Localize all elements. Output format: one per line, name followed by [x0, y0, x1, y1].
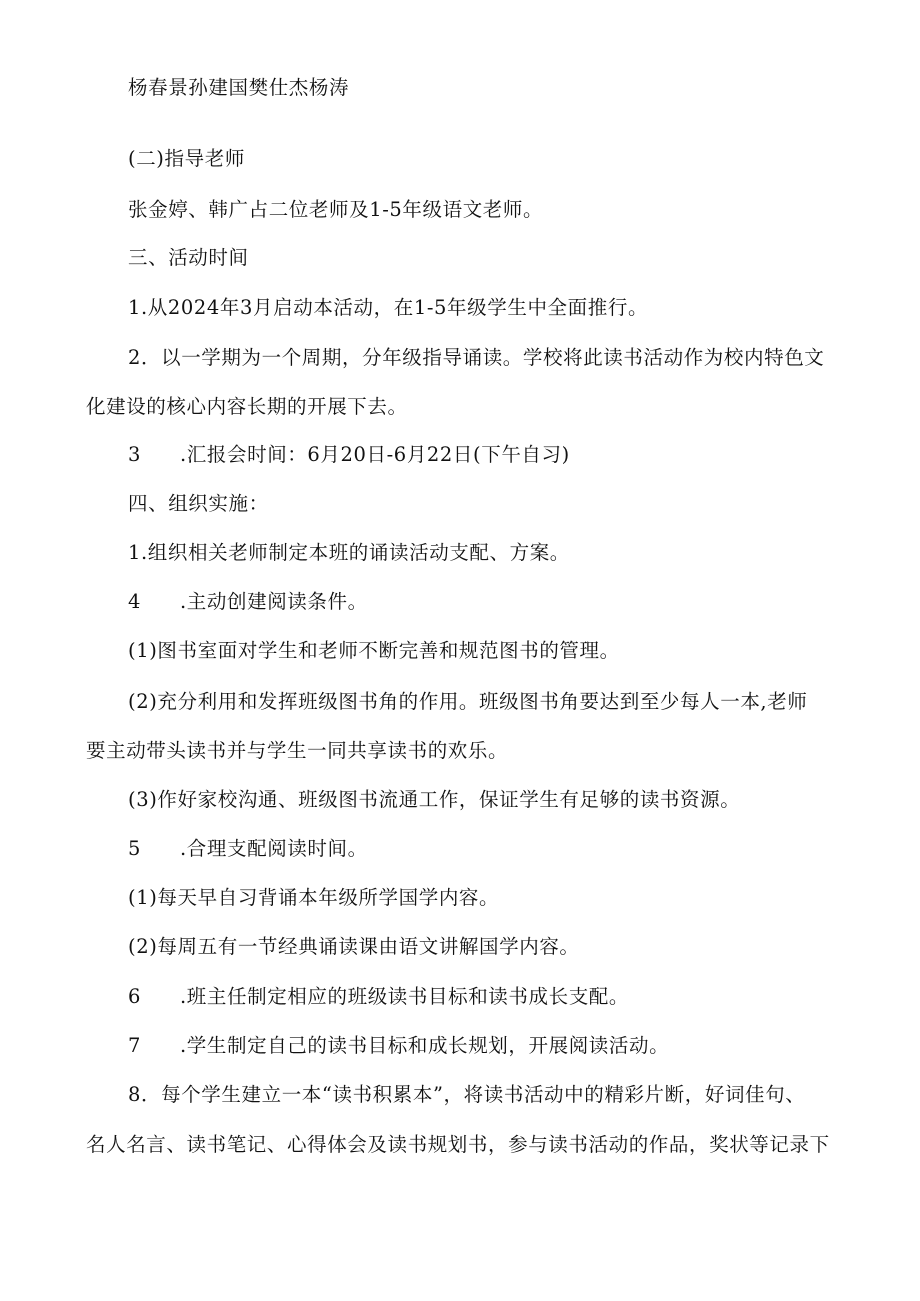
- text-line: 张金婷、韩广占二位老师及1-5年级语文老师。: [128, 198, 544, 221]
- item-number: 4: [128, 590, 142, 613]
- text-line: 要主动带头读书并与学生一同共享读书的欢乐。: [86, 739, 509, 762]
- text-line: 1.从2024年3月启动本活动，在1-5年级学生中全面推行。: [128, 296, 649, 319]
- item-text: .主动创建阅读条件。: [180, 590, 368, 613]
- section-heading: 四、组织实施：: [128, 492, 269, 515]
- item-number: 6: [128, 985, 142, 1008]
- numbered-item: [128, 836, 368, 862]
- item-text: .合理支配阅读时间。: [180, 837, 368, 860]
- numbered-item: [128, 1033, 669, 1059]
- item-number: 7: [128, 1034, 142, 1057]
- text-line: 名人名言、读书笔记、心得体会及读书规划书，参与读书活动的作品，奖状等记录下: [86, 1133, 830, 1156]
- section-heading: 三、活动时间: [128, 246, 249, 269]
- item-number: 5: [128, 837, 142, 860]
- numbered-item: [128, 984, 629, 1010]
- text-line: 1.组织相关老师制定本班的诵读活动支配、方案。: [128, 541, 570, 564]
- text-line: 化建设的核心内容长期的开展下去。: [86, 395, 408, 418]
- text-line: (1)图书室面对学生和老师不断完善和规范图书的管理。: [128, 639, 620, 662]
- item-text: .汇报会时间：6月20日-6月22日(下午自习): [180, 443, 570, 466]
- numbered-item: [128, 442, 570, 468]
- numbered-item: [128, 589, 368, 615]
- section-heading: (二)指导老师: [128, 147, 245, 170]
- item-text: .学生制定自己的读书目标和成长规划，开展阅读活动。: [180, 1034, 670, 1057]
- item-text: .班主任制定相应的班级读书目标和读书成长支配。: [180, 985, 629, 1008]
- text-line: (1)每天早自习背诵本年级所学国学内容。: [128, 886, 500, 909]
- item-number: 3: [128, 443, 142, 466]
- text-line: 2．以一学期为一个周期，分年级指导诵读。学校将此读书活动作为校内特色文: [128, 346, 825, 369]
- text-line: (2)充分利用和发挥班级图书角的作用。班级图书角要达到至少每人一本,老师: [128, 690, 808, 713]
- text-line: 杨春景孙建国樊仕杰杨涛: [128, 76, 350, 99]
- text-line: (3)作好家校沟通、班级图书流通工作，保证学生有足够的读书资源。: [128, 788, 741, 811]
- text-line: 8．每个学生建立一本“读书积累本”，将读书活动中的精彩片断，好词佳句、: [128, 1083, 806, 1106]
- text-line: (2)每周五有一节经典诵读课由语文讲解国学内容。: [128, 935, 580, 958]
